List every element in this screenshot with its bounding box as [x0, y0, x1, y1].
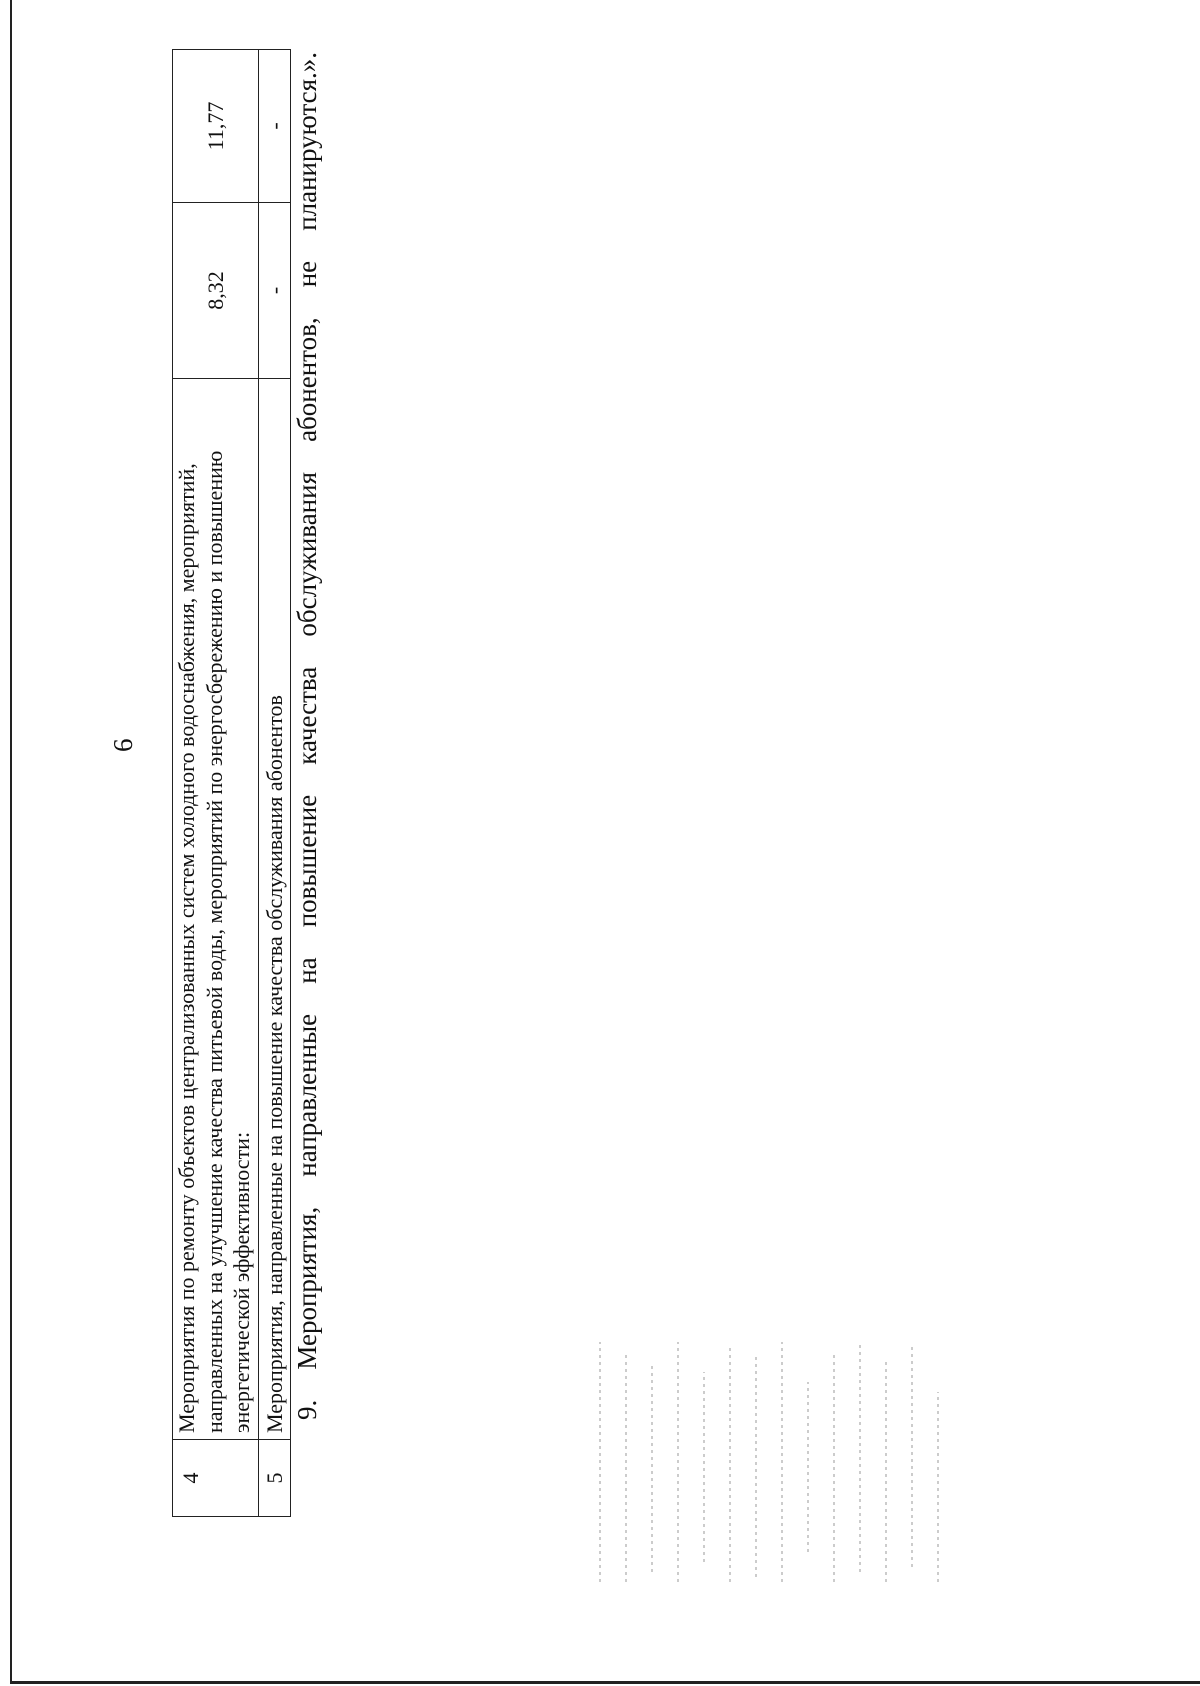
- row-value-2: -: [258, 50, 291, 203]
- page-number: 6: [108, 738, 138, 752]
- table-row: [173, 50, 259, 1517]
- scan-bleed-through-noise: [580, 1332, 960, 1592]
- row-measure-name: Мероприятия по ремонту объектов централизованных систем холодного водоснабжения, мероприятий, направленных на улучшение качества питьевой воды, мероприятий по энергосбережению и повышению энергетической эффективности:: [173, 379, 259, 1440]
- section-9-paragraph: 9. Мероприятия, направленные на повышение качества обслуживания абонентов, не планируются.».: [292, 52, 322, 1420]
- row-value-1: 8,32: [173, 203, 259, 379]
- row-measure-name: Мероприятия, направленные на повышение качества обслуживания абонентов: [258, 379, 291, 1440]
- row-value-1: -: [258, 203, 291, 379]
- row-number: 4: [173, 1440, 259, 1517]
- rotated-document-page: [0, 32, 1160, 1672]
- row-value-2: 11,77: [173, 50, 259, 203]
- measures-table: [172, 49, 291, 1517]
- scan-border-bottom: [10, 1681, 1200, 1684]
- row-number: 5: [258, 1440, 291, 1517]
- table-row: [258, 50, 291, 1517]
